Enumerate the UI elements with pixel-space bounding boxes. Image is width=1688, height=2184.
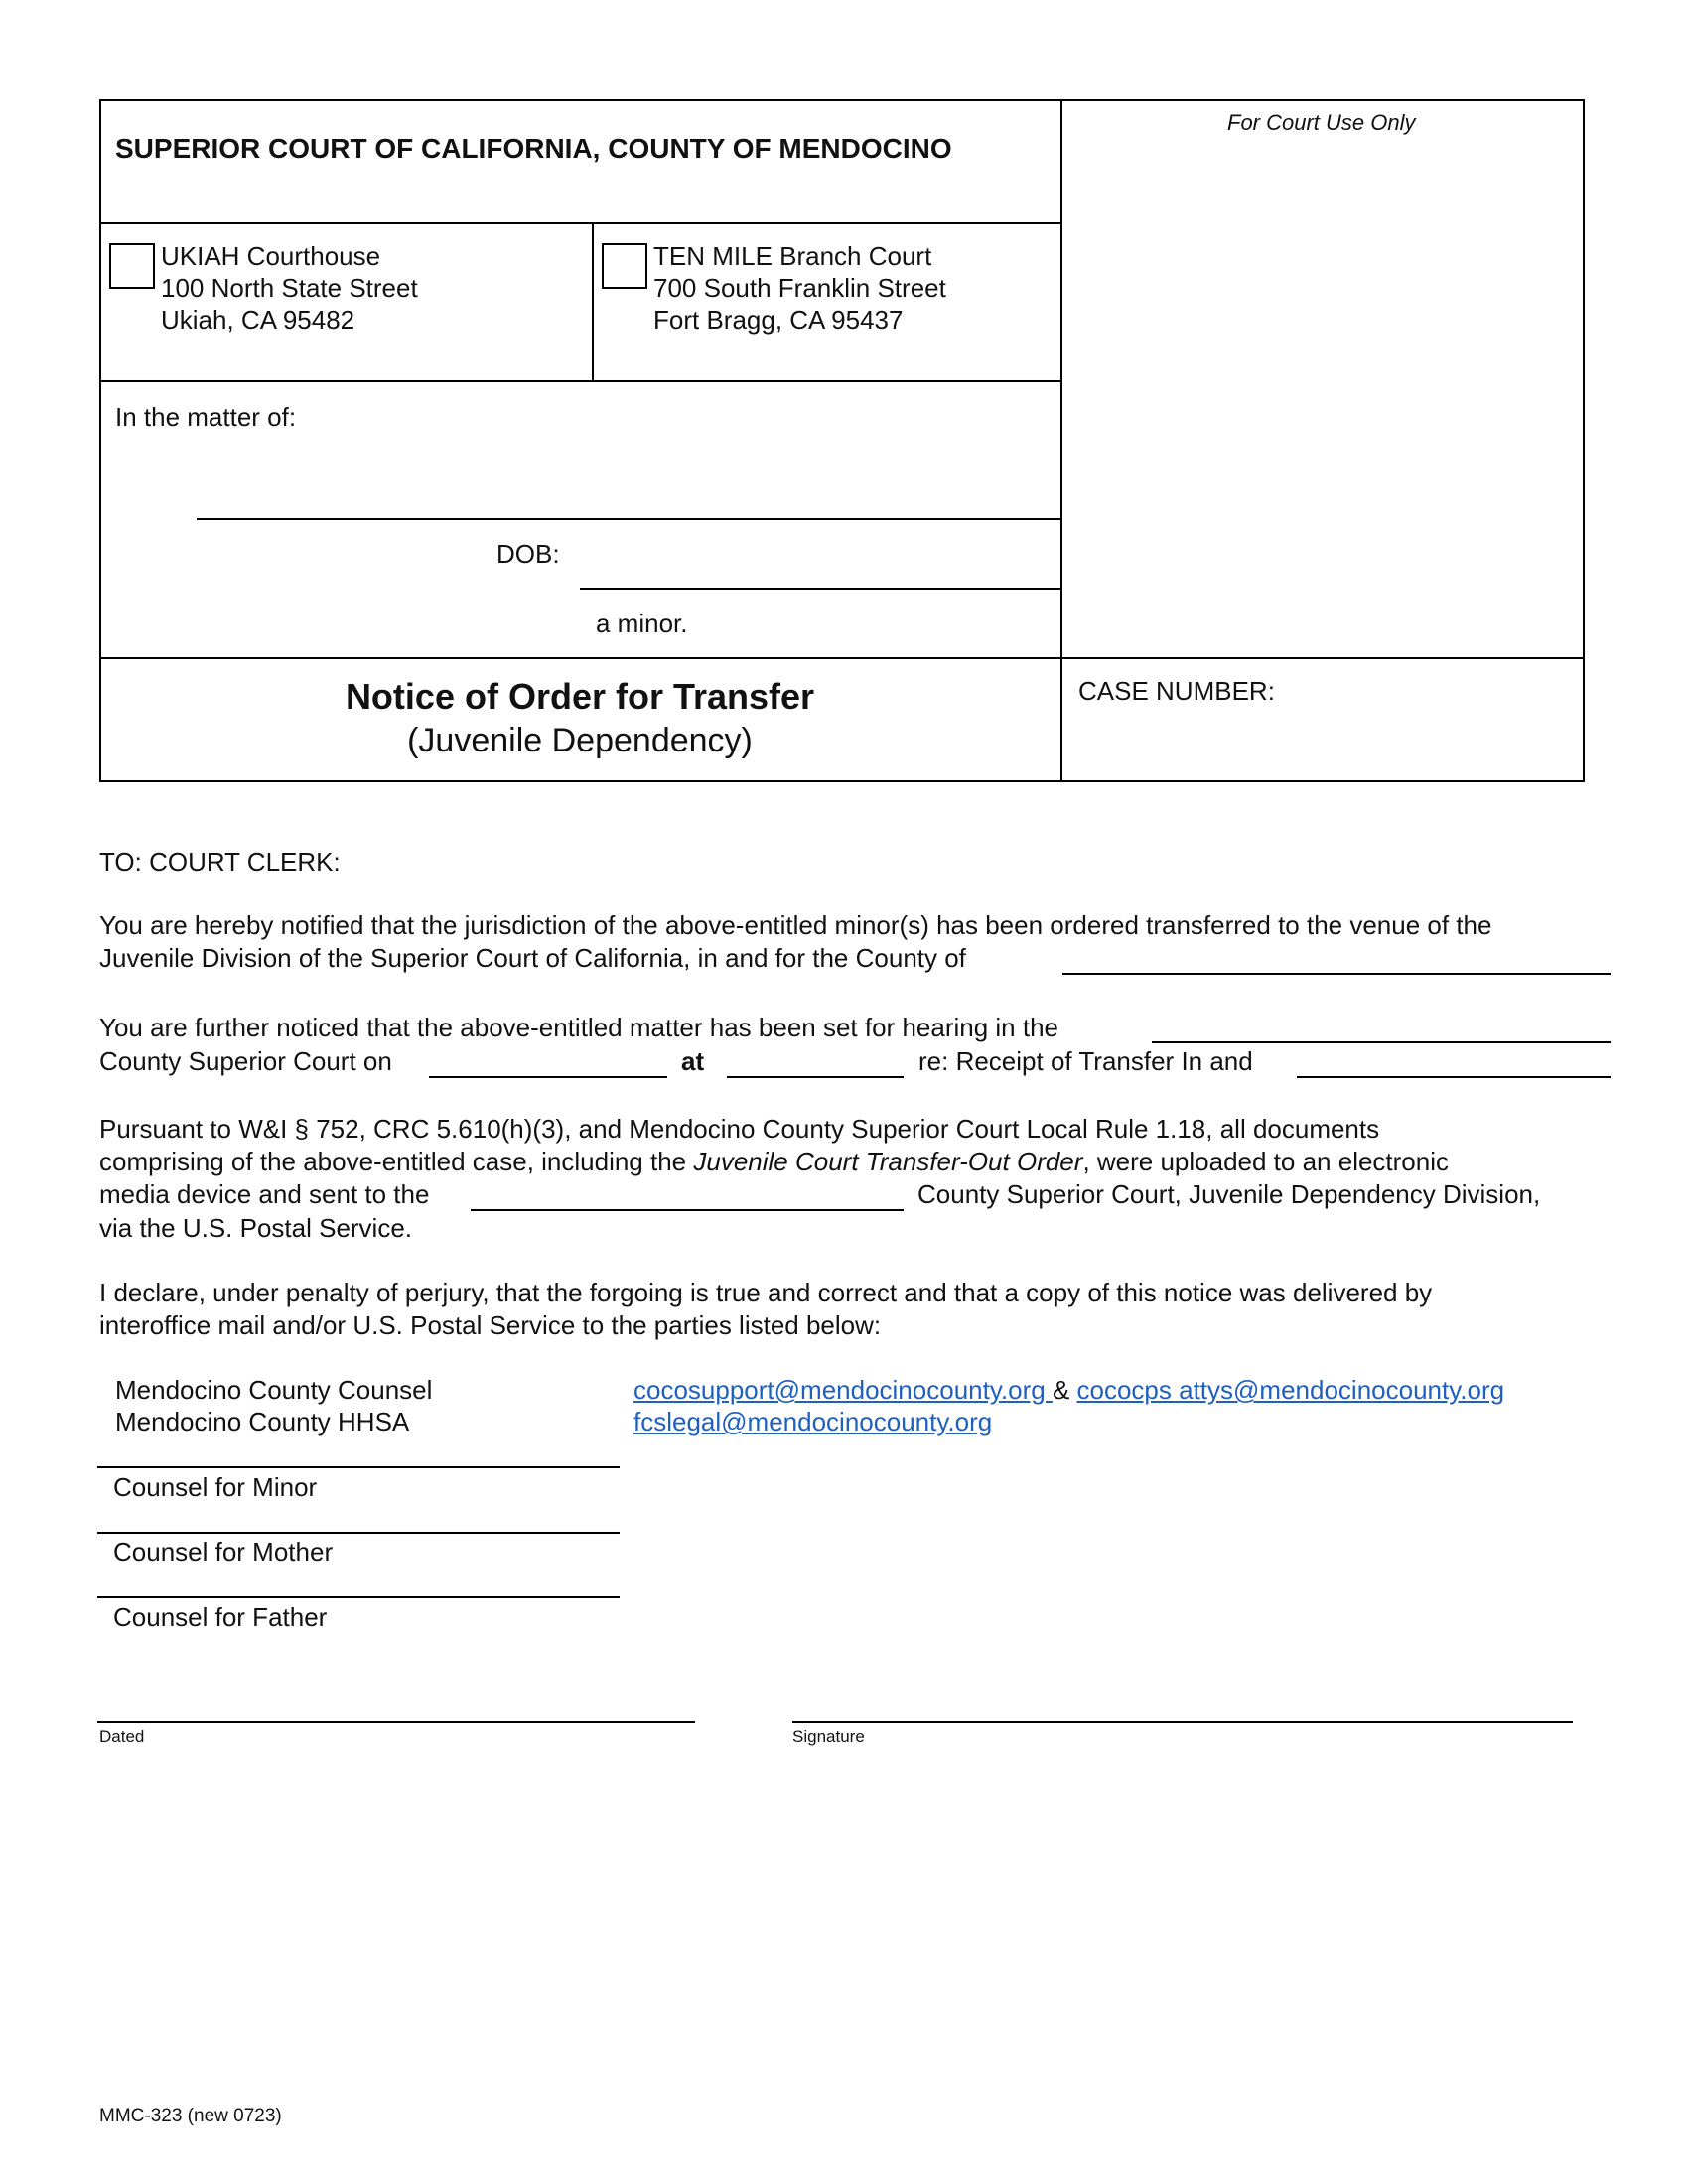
party-counsel-minor: Counsel for Minor [113,1472,318,1502]
form-title: Notice of Order for Transfer [345,676,815,717]
p3-line1: Pursuant to W&I § 752, CRC 5.610(h)(3), and Mendocino County Superior Court Local Rule 1.18, all documents [99,1114,1380,1144]
court-use-label: For Court Use Only [1227,110,1416,135]
p2-line1: You are further noticed that the above-entitled matter has been set for hearing in the [99,1013,1058,1042]
court-location-divider [592,222,594,381]
sent-to-county-line[interactable] [471,1209,904,1211]
mother-counsel-line[interactable] [97,1532,620,1534]
signature-label: Signature [792,1727,865,1746]
party-counsel-father: Counsel for Father [113,1602,328,1632]
dob-line[interactable] [580,588,1060,590]
to-court-clerk: TO: COURT CLERK: [99,847,341,877]
ukiah-checkbox[interactable] [109,243,155,289]
hearing-time-line[interactable] [727,1076,904,1078]
dated-label: Dated [99,1727,145,1746]
dated-line[interactable] [97,1721,695,1723]
matter-name-line[interactable] [197,518,1060,520]
party-hhsa: Mendocino County HHSA [115,1407,410,1436]
ampersand: & [1052,1375,1070,1405]
email-row-1 [633,1374,1504,1406]
email-cocosupport-link[interactable]: cocosupport@mendocinocounty.org [633,1375,1053,1405]
caption-divider-1 [99,222,1060,224]
signature-line[interactable] [792,1721,1573,1723]
minor-counsel-line[interactable] [97,1466,620,1468]
email-cococps-link[interactable]: cococps attys@mendocinocounty.org [1076,1375,1505,1405]
p3-line4: via the U.S. Postal Service. [99,1213,413,1243]
party-county-counsel: Mendocino County Counsel [115,1375,433,1405]
dob-label: DOB: [496,539,560,569]
case-number-label: CASE NUMBER: [1078,676,1275,706]
ukiah-line3: Ukiah, CA 95482 [161,305,355,335]
matter-label: In the matter of: [115,402,297,432]
email-fcslegal-link[interactable]: fcslegal@mendocinocounty.org [633,1407,993,1436]
p3-line3b: County Superior Court, Juvenile Dependency Division, [917,1179,1541,1209]
hearing-county-line[interactable] [1152,1041,1611,1043]
receipt-line[interactable] [1297,1076,1611,1078]
p4-line1: I declare, under penalty of perjury, that the forgoing is true and correct and that a copy of this notice was delivered by [99,1278,1433,1307]
p2-line2a: County Superior Court on [99,1046,392,1076]
hearing-date-line[interactable] [429,1076,667,1078]
tenmile-checkbox[interactable] [602,243,647,289]
caption-divider-vertical [1060,99,1062,782]
tenmile-line3: Fort Bragg, CA 95437 [653,305,904,335]
p3-line2: comprising of the above-entitled case, including the Juvenile Court Transfer-Out Order, were uploaded to an electronic [99,1147,1450,1176]
father-counsel-line[interactable] [97,1596,620,1598]
p3-line3a: media device and sent to the [99,1179,430,1209]
tenmile-line1: TEN MILE Branch Court [653,241,932,271]
caption-divider-3 [99,657,1585,659]
at-label: at [681,1046,705,1076]
ukiah-line1: UKIAH Courthouse [161,241,381,271]
form-id: MMC-323 (new 0723) [99,2106,282,2126]
p2-line2b: re: Receipt of Transfer In and [918,1046,1253,1076]
p4-line2: interoffice mail and/or U.S. Postal Service to the parties listed below: [99,1310,882,1340]
ukiah-line2: 100 North State Street [161,273,418,303]
court-name: SUPERIOR COURT OF CALIFORNIA, COUNTY OF MENDOCINO [115,133,952,164]
county-line[interactable] [1062,973,1611,975]
tenmile-line2: 700 South Franklin Street [653,273,946,303]
minor-label: a minor. [596,609,688,638]
p1-line1: You are hereby notified that the jurisdiction of the above-entitled minor(s) has been ordered transferred to the venue of the [99,910,1492,940]
party-counsel-mother: Counsel for Mother [113,1537,334,1567]
caption-divider-2 [99,380,1060,382]
form-subtitle: (Juvenile Dependency) [407,722,753,759]
p1-line2: Juvenile Division of the Superior Court of California, in and for the County of [99,943,966,973]
